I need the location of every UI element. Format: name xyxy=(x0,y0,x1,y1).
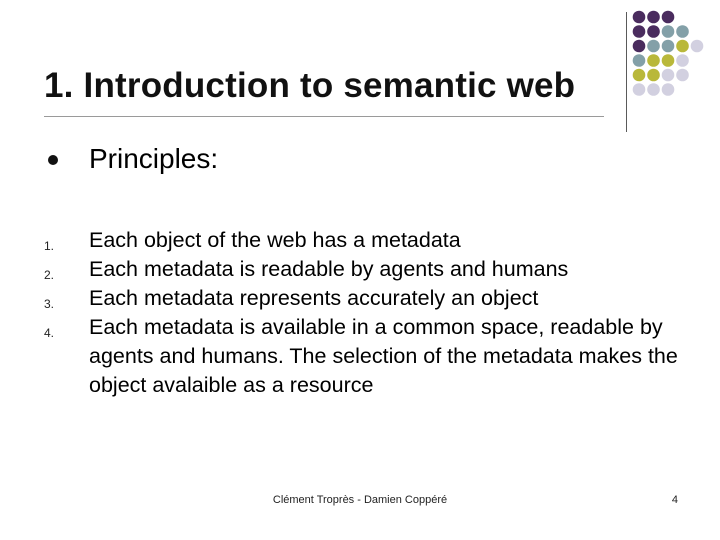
list-item-number: 2. xyxy=(44,268,55,282)
title-underline xyxy=(44,116,604,117)
list-item-text: Each metadata represents accurately an object xyxy=(89,286,539,310)
list-item-number: 1. xyxy=(44,239,55,253)
decorative-dot xyxy=(676,40,689,53)
list-item-text: Each metadata is readable by agents and humans xyxy=(89,257,569,281)
decorative-dot xyxy=(662,69,675,82)
list-item-number: 3. xyxy=(44,297,55,311)
list-item-text: Each metadata is available in a common space, readable by agents and humans. The selection of the metadata makes the object avalaible as a resource xyxy=(89,315,678,397)
principles-heading: Principles: xyxy=(89,143,219,174)
decorative-dot xyxy=(633,11,646,24)
decorative-dot xyxy=(633,83,646,96)
footer-authors: Clément Troprès - Damien Coppéré xyxy=(272,494,448,506)
decorative-dot xyxy=(662,40,675,53)
numbered-list xyxy=(0,226,720,400)
vertical-divider xyxy=(626,12,627,132)
decorative-dot xyxy=(633,25,646,38)
list-item-text: Each object of the web has a metadata xyxy=(89,228,461,252)
decorative-dot xyxy=(647,83,660,96)
decorative-dot xyxy=(647,40,660,53)
decorative-dot xyxy=(647,54,660,67)
page-number: 4 xyxy=(671,494,678,506)
decorative-dot xyxy=(676,54,689,67)
decorative-dot xyxy=(662,25,675,38)
decorative-dot xyxy=(647,11,660,24)
decorative-dot xyxy=(662,11,675,24)
decorative-dot xyxy=(676,25,689,38)
list-item xyxy=(0,284,720,313)
decorative-dot xyxy=(633,40,646,53)
decorative-dot xyxy=(633,69,646,82)
decorative-dot xyxy=(662,83,675,96)
list-item xyxy=(0,255,720,284)
decorative-dot xyxy=(676,69,689,82)
decorative-dot xyxy=(633,54,646,67)
decorative-dot xyxy=(662,54,675,67)
list-item xyxy=(0,226,720,255)
slide-title: 1. Introduction to semantic web xyxy=(44,66,576,105)
list-item-number: 4. xyxy=(44,326,55,340)
decorative-dot xyxy=(691,40,704,53)
bullet-dot-icon xyxy=(48,155,58,165)
decorative-dot xyxy=(647,69,660,82)
decorative-dot xyxy=(647,25,660,38)
list-item xyxy=(0,313,720,400)
